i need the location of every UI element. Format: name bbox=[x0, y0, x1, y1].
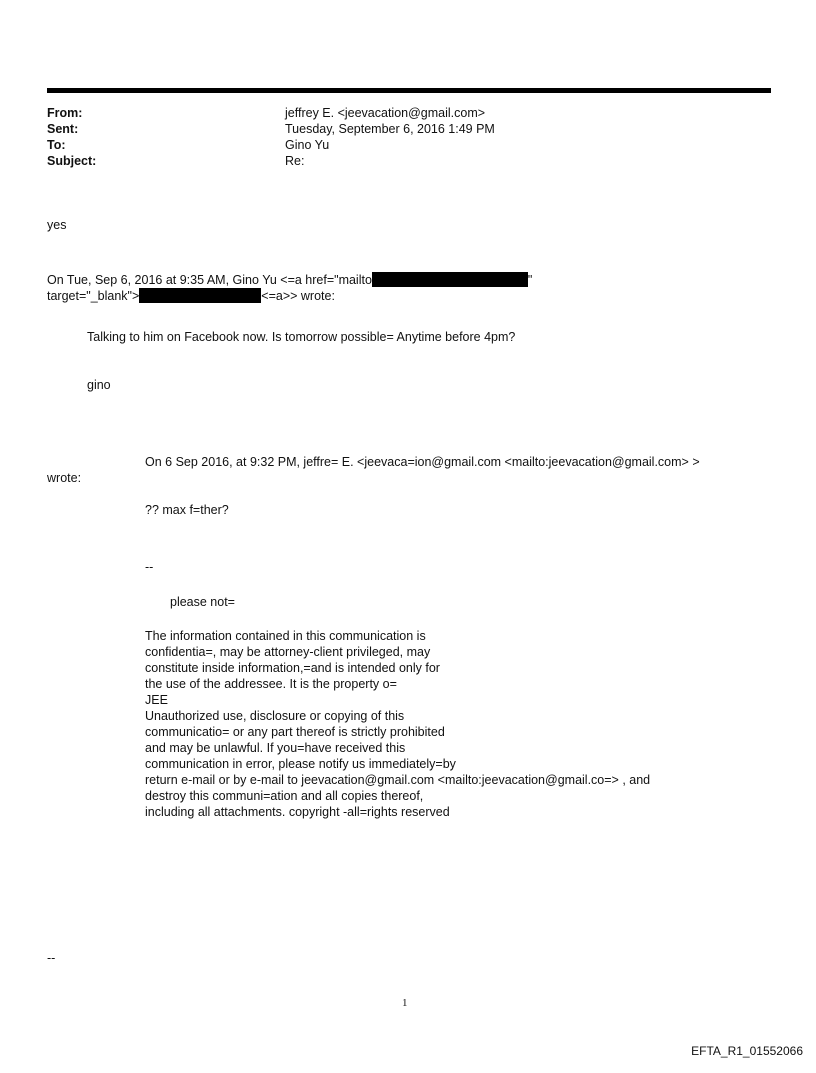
disclaimer-line: return e-mail or by e-mail to jeevacation@gmail.com <mailto:jeevacation@gmail.co=> , and bbox=[145, 773, 651, 787]
from-label: From: bbox=[47, 106, 83, 120]
quote-header-text: On Tue, Sep 6, 2016 at 9:35 AM, Gino Yu <=a href="mailto bbox=[47, 273, 372, 287]
message-1-signature: gino bbox=[87, 378, 111, 392]
disclaimer-line: communication in error, please notify us immediately=by bbox=[145, 757, 456, 771]
sent-label: Sent: bbox=[47, 122, 79, 136]
redaction-box bbox=[139, 288, 261, 303]
disclaimer-line: confidentia=, may be attorney-client privileged, may bbox=[145, 645, 431, 659]
disclaimer-line: the use of the addressee. It is the property o= bbox=[145, 677, 397, 691]
disclaimer-line: communicatio= or any part thereof is strictly prohibited bbox=[145, 725, 445, 739]
page-number: 1 bbox=[402, 997, 408, 1009]
subject-value: Re: bbox=[285, 154, 305, 168]
quote-header-text-end: " bbox=[527, 273, 533, 287]
end-separator: -- bbox=[47, 951, 56, 965]
disclaimer-line: JEE bbox=[145, 693, 168, 707]
please-note: please not= bbox=[170, 595, 235, 609]
disclaimer-line: and may be unlawful. If you=have received this bbox=[145, 741, 406, 755]
redaction-box bbox=[372, 272, 528, 287]
quote-2-header: On 6 Sep 2016, at 9:32 PM, jeffre= E. <jeevaca=ion@gmail.com <mailto:jeevacation@gmail.com> > bbox=[145, 455, 700, 469]
quote-header-line-1 bbox=[47, 272, 532, 288]
to-label: To: bbox=[47, 138, 66, 152]
disclaimer-line: Unauthorized use, disclosure or copying of this bbox=[145, 709, 405, 723]
quote-header-line-2 bbox=[47, 288, 335, 304]
from-value: jeffrey E. <jeevacation@gmail.com> bbox=[285, 106, 486, 120]
quote-header-text: target="_blank"> bbox=[47, 289, 140, 303]
disclaimer-line: The information contained in this communication is bbox=[145, 629, 426, 643]
to-value: Gino Yu bbox=[285, 138, 330, 152]
signature-separator: -- bbox=[145, 560, 154, 574]
quote-header-text-end: <=a>> wrote: bbox=[261, 289, 335, 303]
reply-text: yes bbox=[47, 218, 67, 232]
disclaimer-line: constitute inside information,=and is intended only for bbox=[145, 661, 440, 675]
subject-label: Subject: bbox=[47, 154, 97, 168]
document-id: EFTA_R1_01552066 bbox=[691, 1044, 803, 1058]
message-1: Talking to him on Facebook now. Is tomorrow possible= Anytime before 4pm? bbox=[87, 330, 516, 344]
disclaimer-line: destroy this communi=ation and all copies thereof, bbox=[145, 789, 424, 803]
message-2: ?? max f=ther? bbox=[145, 503, 229, 517]
sent-value: Tuesday, September 6, 2016 1:49 PM bbox=[285, 122, 495, 136]
header-rule bbox=[47, 88, 771, 93]
disclaimer-line: including all attachments. copyright -all=rights reserved bbox=[145, 805, 450, 819]
quote-2-wrote: wrote: bbox=[47, 471, 82, 485]
